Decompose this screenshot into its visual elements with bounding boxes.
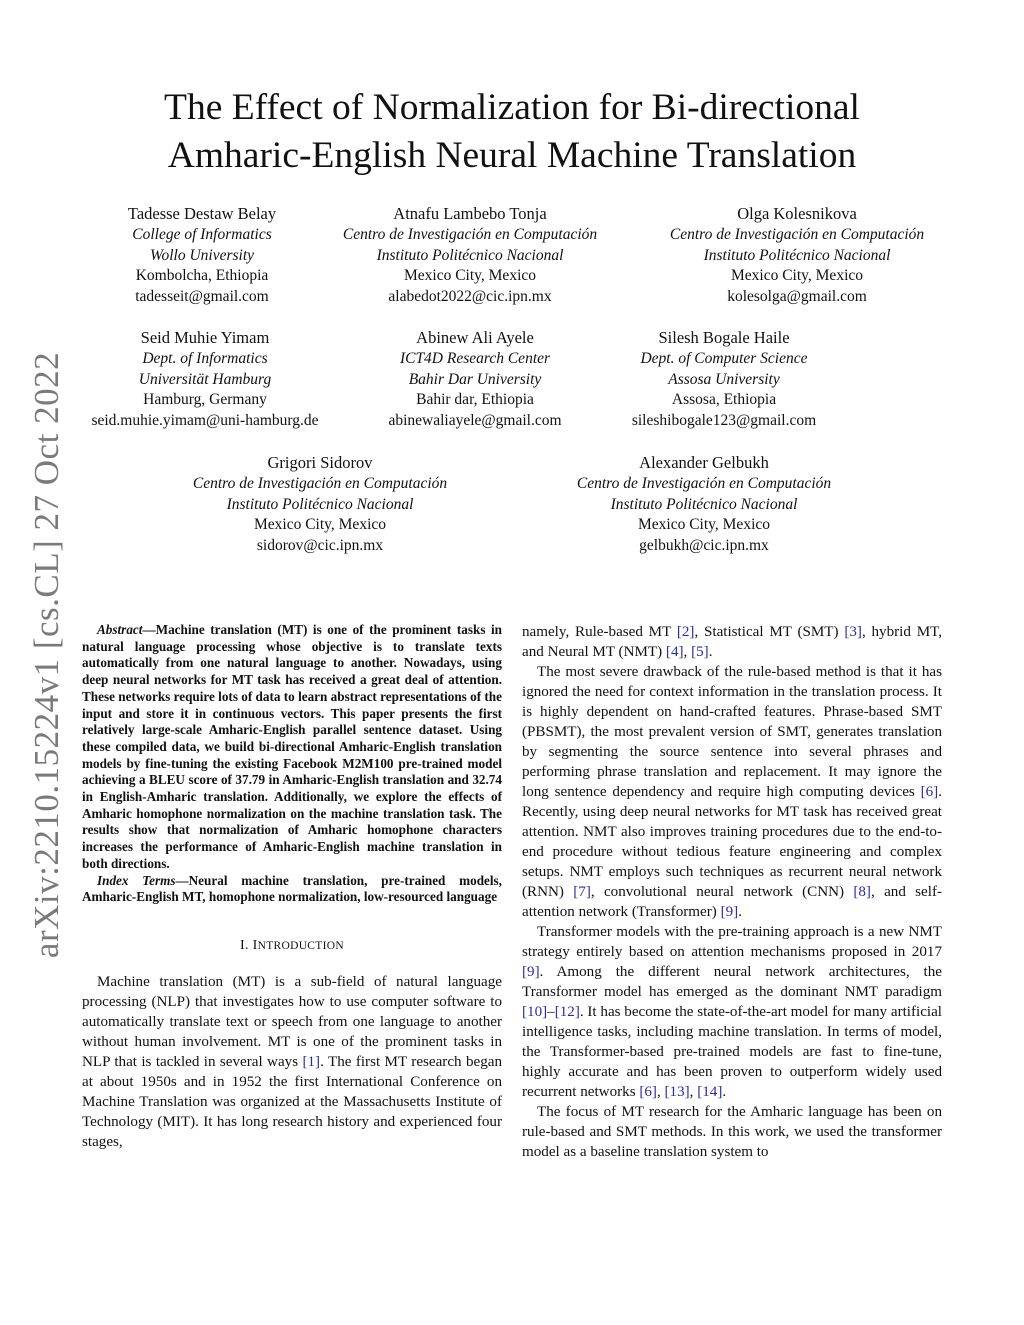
author-location: Mexico City, Mexico bbox=[253, 516, 386, 533]
citation-link[interactable]: [13] bbox=[664, 1084, 690, 1100]
author-name: Olga Kolesnikova bbox=[737, 204, 857, 223]
author-email: alabedot2022@cic.ipn.mx bbox=[388, 287, 552, 305]
index-terms-text: —Neural machine translation, pre-trained models, Amharic-English MT, homophone normalization, low-resourced language bbox=[82, 872, 502, 905]
author-block bbox=[74, 326, 336, 431]
citation-link[interactable]: [2] bbox=[676, 624, 695, 640]
text-run: , bbox=[683, 644, 692, 660]
body-paragraph bbox=[522, 622, 942, 662]
body-paragraph bbox=[522, 662, 942, 922]
text-run: , Statistical MT (SMT) bbox=[694, 624, 845, 640]
author-institution: Universität Hamburg bbox=[138, 370, 272, 388]
author-affiliation: Centro de Investigación en Computación bbox=[576, 475, 832, 492]
citation-link[interactable]: [9] bbox=[720, 904, 739, 920]
text-run: . The first MT research began at about 1950s and in 1952 the first International Conference on Machine Translation was organized at the Massachusetts Institute of Technology (MIT). It has long research history and experienced four stages, bbox=[82, 1053, 502, 1150]
author-institution: Wollo University bbox=[149, 246, 255, 264]
author-name: Atnafu Lambebo Tonja bbox=[393, 204, 547, 223]
abstract-label: Abstract bbox=[97, 622, 143, 637]
author-affiliation: Dept. of Computer Science bbox=[640, 350, 808, 367]
text-run: , convolutional neural network (CNN) bbox=[590, 884, 854, 900]
author-institution: Bahir Dar University bbox=[408, 370, 542, 388]
author-name: Tadesse Destaw Belay bbox=[127, 204, 277, 223]
text-run: , and self-attention network (Transformer) bbox=[522, 884, 943, 920]
section-numeral: I. bbox=[240, 937, 249, 953]
author-name: Abinew Ali Ayele bbox=[416, 328, 534, 347]
author-institution: Instituto Politécnico Nacional bbox=[226, 495, 414, 513]
citation-link[interactable]: [8] bbox=[853, 884, 871, 900]
citation-link[interactable]: [14] bbox=[697, 1084, 723, 1100]
right-column bbox=[522, 622, 942, 1162]
body-paragraph bbox=[522, 922, 942, 1102]
text-run: The most severe drawback of the rule-based method is that it has ignored the need for context information in the translation process. It is highly dependent on hand-crafted features. Phrase-based SMT (PBSMT), the most prevalent version of SMT, generates translation by segmenting the source sentence into several phrases and performing phrase translation and replacement. It may ignore the long sentence dependency and require high computing devices bbox=[522, 664, 942, 800]
citation-link[interactable]: [7] bbox=[573, 884, 591, 900]
author-location: Bahir dar, Ethiopia bbox=[416, 391, 534, 408]
author-block bbox=[647, 202, 947, 307]
author-email: gelbukh@cic.ipn.mx bbox=[639, 536, 769, 554]
author-name: Seid Muhie Yimam bbox=[140, 328, 270, 347]
text-run: . Recently, using deep neural networks for MT task has received great attention. NMT also improves training procedures due to the end-to-end procedure without tedious feature engineering and complex setups. NMT employs such techniques as recurrent neural network (RNN) bbox=[522, 784, 942, 900]
author-name: Silesh Bogale Haile bbox=[658, 328, 790, 347]
author-name: Alexander Gelbukh bbox=[639, 453, 769, 472]
abstract-text: —Machine translation (MT) is one of the prominent tasks in natural language processing whose objective is to translate texts automatically from one natural language to another. Nowadays, using deep neural networks for MT task has received a great deal of attention. These networks require lots of data to learn abstract representations of the input and store it in continuous vectors. This paper presents the first relatively large-scale Amharic-English parallel sentence dataset. Using these compiled data, we build bi-directional Amharic-English translation models by fine-tuning the existing Facebook M2M100 pre-trained model achieving a BLEU score of 37.79 in Amharic-English translation and 32.74 in English-Amharic translation. Additionally, we explore the effects of Amharic homophone normalization on the machine translation task. The results show that normalization of Amharic homophone characters increases the performance of Amharic-English machine translation in both directions. bbox=[82, 622, 502, 871]
text-run: – bbox=[547, 1004, 555, 1020]
author-block bbox=[82, 202, 322, 307]
text-run: . It has become the state-of-the-art model for many artificial intelligence tasks, including machine translation. In terms of model, the Transformer-based pre-trained models are fast to fine-tune, highly accurate and has been proven to outperform widely used recurrent networks bbox=[522, 1004, 942, 1100]
text-run: . bbox=[722, 1084, 727, 1100]
author-email: kolesolga@gmail.com bbox=[727, 287, 867, 305]
paper-title bbox=[110, 84, 914, 180]
citation-link[interactable]: [12] bbox=[554, 1004, 580, 1020]
author-name: Grigori Sidorov bbox=[267, 453, 373, 472]
citation-link[interactable]: [6] bbox=[639, 1084, 657, 1100]
arxiv-identifier: arXiv:2210.15224v1 [cs.CL] 27 Oct 2022 bbox=[27, 351, 66, 959]
text-run: . Among the different neural network architectures, the Transformer model has emerged as the dominant NMT paradigm bbox=[522, 964, 942, 1000]
author-affiliation: Centro de Investigación en Computación bbox=[342, 226, 598, 243]
citation-link[interactable]: [4] bbox=[665, 644, 684, 660]
arxiv-sidebar bbox=[18, 351, 76, 959]
author-email: tadesseit@gmail.com bbox=[135, 287, 269, 305]
author-location: Mexico City, Mexico bbox=[637, 516, 770, 533]
author-block bbox=[360, 326, 590, 431]
author-email: seid.muhie.yimam@uni-hamburg.de bbox=[91, 411, 319, 429]
text-run: namely, Rule-based MT bbox=[522, 624, 677, 640]
abstract bbox=[82, 622, 502, 873]
section-heading-introduction bbox=[82, 936, 502, 956]
citation-link[interactable]: [9] bbox=[522, 964, 540, 980]
index-terms bbox=[82, 873, 502, 906]
author-affiliation: Centro de Investigación en Computación bbox=[669, 226, 925, 243]
title-line-1: The Effect of Normalization for Bi-directional bbox=[164, 87, 860, 128]
citation-link[interactable]: [1] bbox=[302, 1053, 321, 1070]
body-paragraph: The focus of MT research for the Amharic language has been on rule-based and SMT methods. In this work, we used the transformer model as a baseline translation system to bbox=[522, 1104, 942, 1160]
author-location: Assosa, Ethiopia bbox=[671, 391, 777, 408]
text-run: , bbox=[656, 1084, 665, 1100]
author-block bbox=[320, 202, 620, 307]
section-title-rest: NTRODUCTION bbox=[257, 939, 344, 952]
author-affiliation: College of Informatics bbox=[132, 226, 272, 243]
author-block bbox=[554, 451, 854, 556]
text-run: , bbox=[689, 1084, 698, 1100]
author-email: sileshibogale123@gmail.com bbox=[631, 411, 817, 429]
text-run: , hybrid MT, and Neural MT (NMT) bbox=[522, 624, 942, 660]
index-terms-label: Index Terms bbox=[97, 872, 176, 888]
author-location: Mexico City, Mexico bbox=[403, 267, 536, 284]
author-affiliation: ICT4D Research Center bbox=[399, 350, 551, 367]
author-institution: Instituto Politécnico Nacional bbox=[703, 246, 891, 264]
citation-link[interactable]: [3] bbox=[844, 624, 862, 640]
author-email: sidorov@cic.ipn.mx bbox=[256, 536, 384, 554]
author-affiliation: Centro de Investigación en Computación bbox=[192, 475, 448, 492]
text-run: Transformer models with the pre-training approach is a new NMT strategy entirely based on attention mechanisms proposed in 2017 bbox=[522, 924, 942, 960]
author-block bbox=[614, 326, 834, 431]
author-location: Mexico City, Mexico bbox=[730, 267, 863, 284]
text-run: . bbox=[738, 904, 742, 920]
text-run: Machine translation (MT) is a sub-field of natural language processing (NLP) that investigates how to use computer software to automatically translate text or speech from one language to another without human involvement. MT is one of the prominent tasks in NLP that is tackled in several ways bbox=[82, 973, 502, 1070]
author-affiliation: Dept. of Informatics bbox=[142, 350, 268, 367]
author-location: Kombolcha, Ethiopia bbox=[135, 267, 269, 284]
intro-paragraph bbox=[82, 972, 502, 1152]
section-title-initial: I bbox=[252, 937, 258, 953]
author-institution: Instituto Politécnico Nacional bbox=[376, 246, 564, 264]
author-location: Hamburg, Germany bbox=[143, 391, 267, 408]
citation-link[interactable]: [5] bbox=[691, 644, 709, 660]
author-email: abinewaliayele@gmail.com bbox=[388, 411, 562, 429]
author-institution: Assosa University bbox=[668, 370, 780, 388]
author-block bbox=[170, 451, 470, 556]
citation-link[interactable]: [6] bbox=[920, 784, 939, 800]
left-column bbox=[82, 622, 502, 1152]
title-line-2: Amharic-English Neural Machine Translation bbox=[167, 135, 857, 176]
author-institution: Instituto Politécnico Nacional bbox=[610, 495, 798, 513]
text-run: . bbox=[708, 644, 713, 660]
citation-link[interactable]: [10] bbox=[522, 1004, 548, 1020]
